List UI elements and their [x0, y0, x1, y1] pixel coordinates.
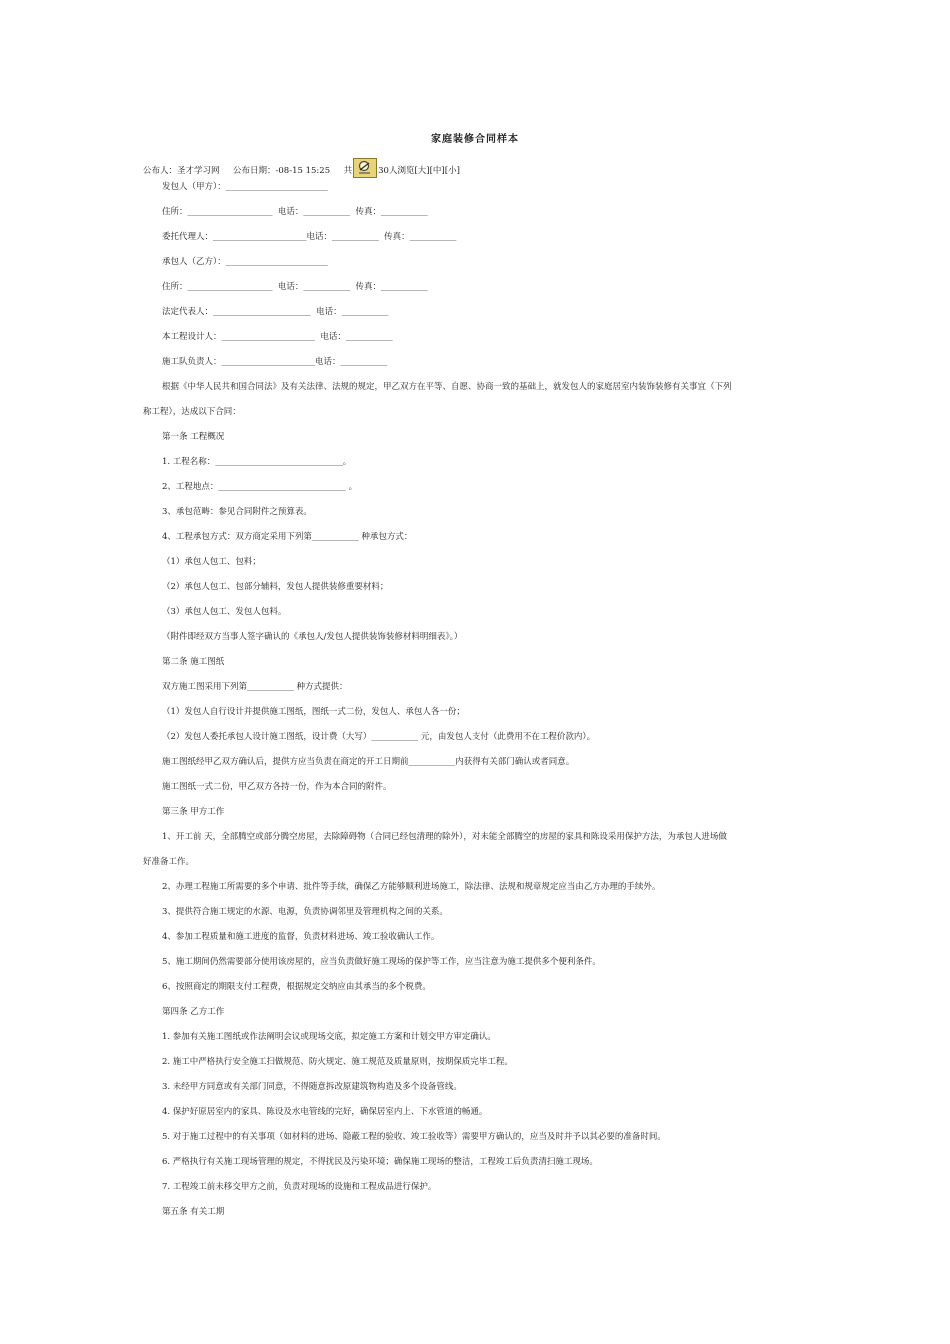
article-1-heading: 第一条 工程概况 — [162, 432, 225, 442]
preamble-line-1: 根据《中华人民共和国合同法》及有关法律、法规的规定，甲乙双方在平等、自愿、协商一致的基础上，就发包人的家庭居室内装饰装修有关事宜（下列 — [162, 382, 732, 392]
font-size-large-link[interactable]: [大] — [414, 166, 430, 176]
paragraph: （1）发包人自行设计并提供施工图纸，图纸一式二份，发包人、承包人各一份； — [162, 707, 465, 717]
party-a-address-line: 住所：____________________ 电话：___________ 传真：___________ — [162, 207, 428, 217]
paragraph: 施工图纸经甲乙双方确认后，提供方应当负责在商定的开工日期前___________内获得有关部门确认或者同意。 — [162, 757, 575, 767]
preamble-line-2: 称工程），达成以下合同： — [143, 407, 241, 417]
paragraph: 4、参加工程质量和施工进度的监督，负责材料进场、竣工验收确认工作。 — [162, 932, 440, 942]
article-4-heading: 第四条 乙方工作 — [162, 1007, 225, 1017]
party-b-line: 承包人（乙方）：________________________ — [162, 257, 328, 267]
paragraph: 双方施工图采用下列第___________ 种方式提供： — [162, 682, 348, 692]
paragraph: 3、承包范畴：参见合同附件之预算表。 — [162, 507, 312, 517]
font-size-medium-link[interactable]: [中] — [429, 166, 445, 176]
paragraph: 2. 施工中严格执行安全施工扫做规范、防火规定、施工规范及质量原则，按期保质完毕工程。 — [162, 1057, 513, 1067]
article-5-heading: 第五条 有关工期 — [162, 1207, 225, 1217]
agent-line: 委托代理人：______________________电话：___________ 传真：___________ — [162, 232, 457, 242]
document-title: 家庭装修合同样本 — [431, 134, 519, 145]
paragraph: 4. 保护好原居室内的家具、陈设及水电管线的完好，确保居室内上、下水管道的畅通。 — [162, 1107, 488, 1117]
paragraph: （3）承包人包工、发包人包料。 — [162, 607, 287, 617]
paragraph: 3. 未经甲方同意或有关部门同意，不得随意拆改原建筑物构造及多个设备管线。 — [162, 1082, 462, 1092]
paragraph: 1. 参加有关施工图纸或作法阐明会议或现场交底，拟定施工方案和计划交甲方审定确认。 — [162, 1032, 496, 1042]
paragraph: 1、开工前 天，全部腾空或部分腾空房屋，去除障碍物（合同已经包清理的除外），对未能全部腾空的房屋的家具和陈设采用保护方法，为承包人进场做 — [162, 832, 727, 842]
view-count: 30人浏览 — [378, 166, 415, 176]
legal-rep-line: 法定代表人：_______________________ 电话：___________ — [162, 307, 389, 317]
party-b-address-line: 住所：____________________ 电话：___________ 传真：___________ — [162, 282, 428, 292]
publish-date: 公布日期：-08-15 15:25 — [233, 166, 331, 176]
paragraph: 6. 严格执行有关施工现场管理的规定，不得扰民及污染环境；确保施工现场的整洁，工程竣工后负责清扫施工现场。 — [162, 1157, 598, 1167]
meta-line — [143, 158, 460, 178]
font-size-small-link[interactable]: [小] — [444, 166, 460, 176]
view-count-icon — [353, 158, 377, 178]
paragraph: 3、提供符合施工规定的水源、电源，负责协调邻里及管理机构之间的关系。 — [162, 907, 448, 917]
paragraph: 5. 对于施工过程中的有关事项（如材料的进场、隐蔽工程的验收、竣工验收等）需要甲方确认的，应当及时并予以其必要的准备时间。 — [162, 1132, 666, 1142]
designer-line: 本工程设计人：______________________ 电话：___________ — [162, 332, 393, 342]
paragraph: 1. 工程名称：______________________________。 — [162, 457, 352, 467]
party-a-line: 发包人（甲方）：________________________ — [162, 182, 328, 192]
paragraph: 施工图纸一式二份，甲乙双方各持一份，作为本合同的附件。 — [162, 782, 392, 792]
publisher: 公布人：圣才学习网 — [143, 166, 220, 176]
paragraph: 2、办理工程施工所需要的多个申请、批件等手续，确保乙方能够顺利进场施工，除法律、法规和规章规定应当由乙方办理的手续外。 — [162, 882, 661, 892]
paragraph: 2、工程地点：______________________________ 。 — [162, 482, 358, 492]
paragraph: 7. 工程竣工前未移交甲方之前，负责对现场的设施和工程成品进行保护。 — [162, 1182, 437, 1192]
article-2-heading: 第二条 施工图纸 — [162, 657, 225, 667]
paragraph: （附件即经双方当事人签字确认的《承包人/发包人提供装饰装修材料明细表》。） — [162, 632, 463, 642]
article-3-heading: 第三条 甲方工作 — [162, 807, 225, 817]
paragraph: 4、工程承包方式：双方商定采用下列第___________ 种承包方式： — [162, 532, 413, 542]
paragraph: 6、按照商定的期限支付工程费，根据规定交纳应由其承当的多个税费。 — [162, 982, 431, 992]
paragraph: 5、施工期间仍然需要部分使用该房屋的，应当负责做好施工现场的保护等工作，应当注意为施工提供多个便利条件。 — [162, 957, 601, 967]
paragraph: （2）承包人包工、包部分辅料，发包人提供装修重要材料； — [162, 582, 389, 592]
paragraph: （2）发包人委托承包人设计施工图纸，设计费（大写）___________ 元，由发包人支付（此费用不在工程价款内）。 — [162, 732, 596, 742]
count-prefix: 共 — [343, 166, 353, 176]
paragraph: （1）承包人包工、包料； — [162, 557, 261, 567]
team-leader-line: 施工队负责人：______________________电话：___________ — [162, 357, 388, 367]
paragraph: 好准备工作。 — [143, 857, 195, 867]
